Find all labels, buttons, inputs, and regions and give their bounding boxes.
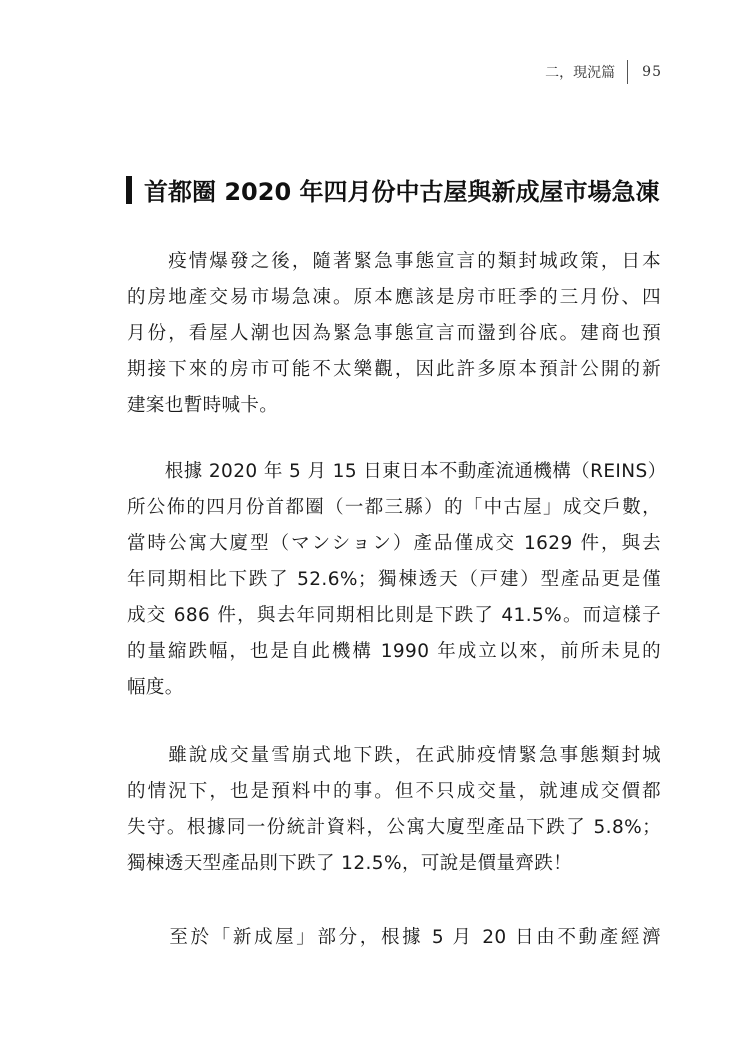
paragraph-4 [127, 920, 661, 956]
heading-text: 首都圈 2020 年四月份中古屋與新成屋市場急凍 [144, 178, 660, 206]
paragraph-1 [127, 244, 661, 424]
text-line: 當時公寓大廈型（マンション）產品僅成交 1629 件，與去 [127, 533, 661, 554]
heading-bar-marker [126, 176, 132, 204]
header-divider [627, 60, 628, 84]
section-title: 二，現況篇 [545, 65, 616, 81]
text-line: 失守。根據同一份統計資料，公寓大廈型產品下跌了 5.8%； [127, 817, 661, 838]
text-line: 成交 686 件，與去年同期相比則是下跌了 41.5%。而這樣子 [127, 605, 661, 626]
section-heading [126, 172, 666, 207]
text-line: 疫情爆發之後，隨著緊急事態宣言的類封城政策，日本 [127, 251, 661, 272]
text-line: 至於「新成屋」部分，根據 5 月 20 日由不動產經濟 [127, 927, 661, 948]
text-line: 的情況下，也是預料中的事。但不只成交量，就連成交價都 [127, 781, 661, 802]
text-line: 獨棟透天型產品則下跌了 12.5%，可說是價量齊跌！ [127, 853, 573, 874]
text-line: 建案也暫時喊卡。 [127, 395, 279, 416]
running-head [545, 60, 662, 84]
text-line: 年同期相比下跌了 52.6%；獨棟透天（戸建）型產品更是僅 [127, 569, 661, 590]
text-line: 的房地產交易市場急凍。原本應該是房市旺季的三月份、四 [127, 287, 661, 308]
text-line: 幅度。 [127, 677, 184, 698]
paragraph-3 [127, 738, 661, 882]
text-line: 雖說成交量雪崩式地下跌，在武肺疫情緊急事態類封城 [127, 745, 661, 766]
text-line: 月份，看屋人潮也因為緊急事態宣言而盪到谷底。建商也預 [127, 323, 661, 344]
paragraph-2 [127, 454, 667, 706]
page-number: 95 [642, 64, 662, 80]
text-line: 期接下來的房市可能不太樂觀，因此許多原本預計公開的新 [127, 359, 661, 380]
text-line: 的量縮跌幅，也是自此機構 1990 年成立以來，前所未見的 [127, 641, 661, 662]
text-line: 所公佈的四月份首都圈（一都三縣）的「中古屋」成交戶數， [127, 497, 661, 518]
text-line: 根據 2020 年 5 月 15 日東日本不動產流通機構（REINS） [127, 461, 667, 482]
